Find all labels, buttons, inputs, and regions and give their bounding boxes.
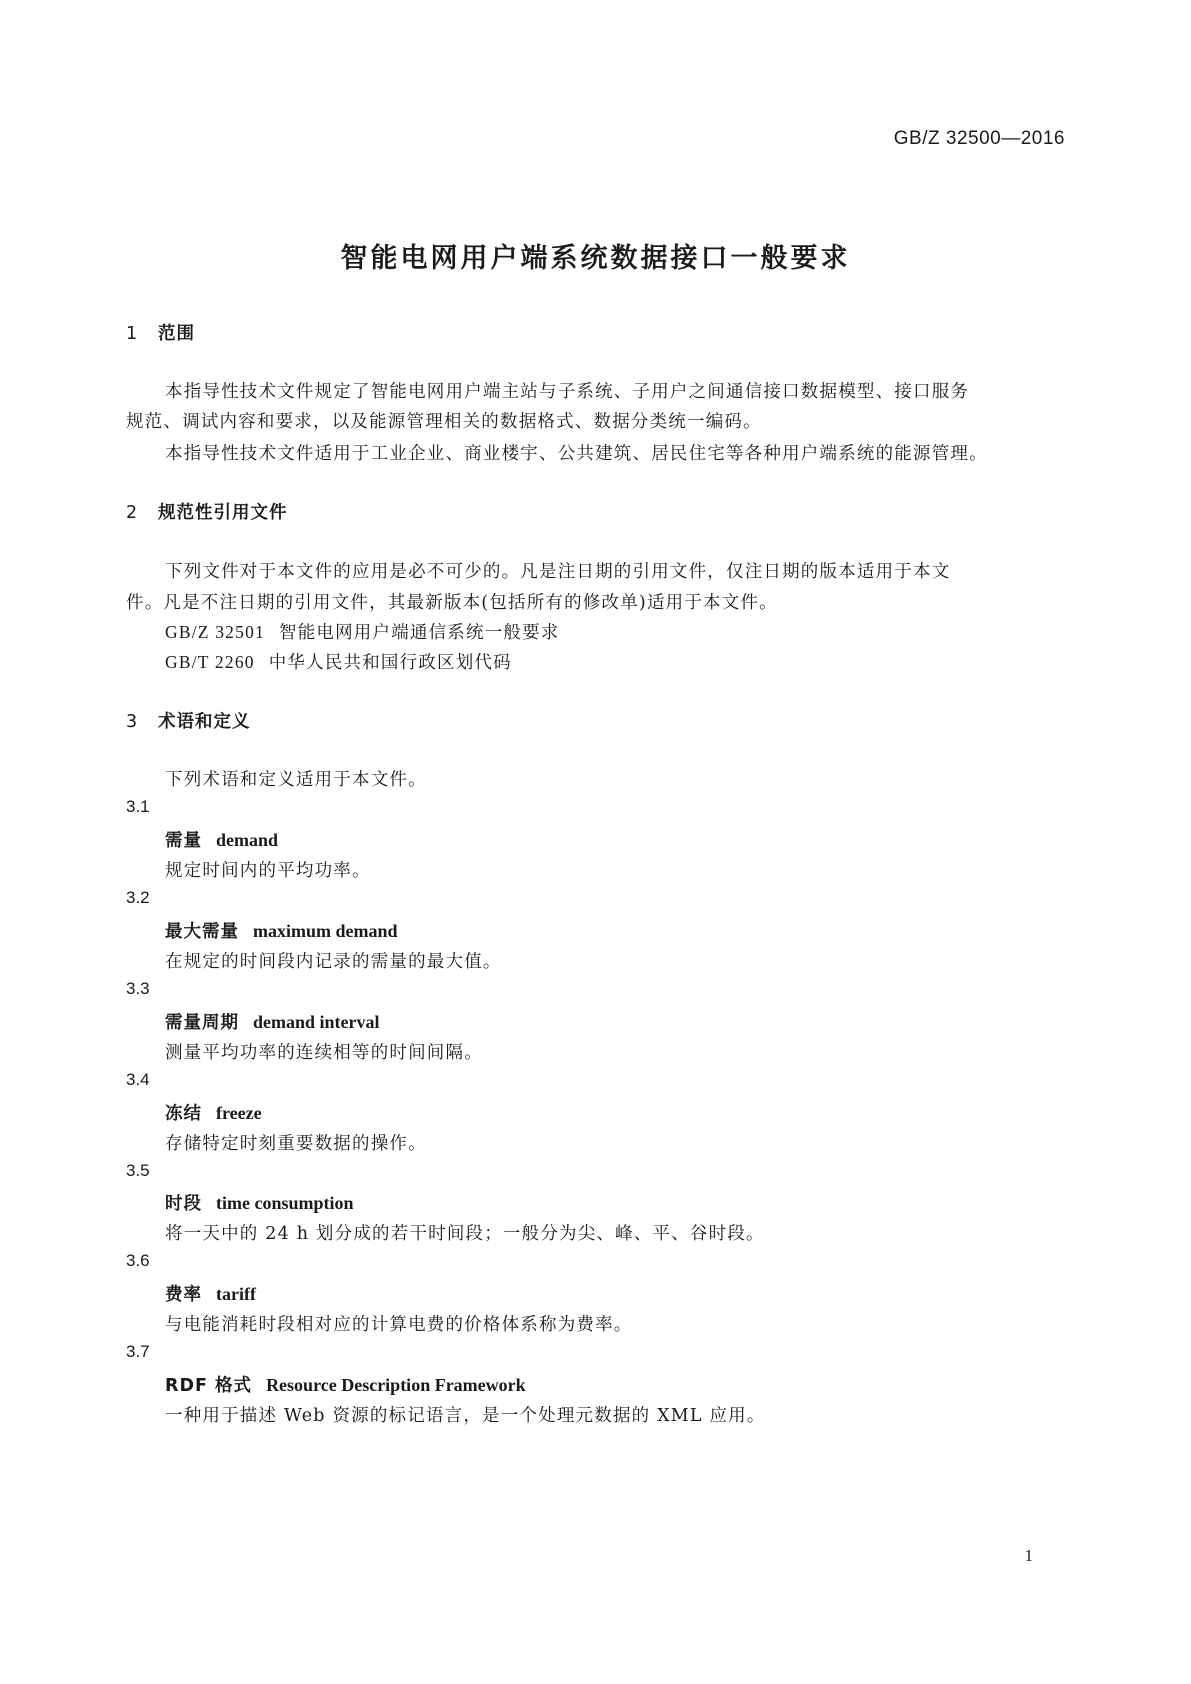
section-number: 3 [126, 712, 139, 732]
reference-item [165, 649, 512, 674]
paragraph-line: 本指导性技术文件适用于工业企业、商业楼宇、公共建筑、居民住宅等各种用户端系统的能源管理。 [165, 444, 988, 464]
term-en: demand interval [253, 1012, 380, 1032]
term-definition: 存储特定时刻重要数据的操作。 [165, 1134, 427, 1154]
term-zh: 费率 [165, 1285, 202, 1305]
term-heading [165, 1190, 354, 1215]
term-number: 3.4 [126, 1070, 150, 1089]
term-definition: 一种用于描述 Web 资源的标记语言，是一个处理元数据的 XML 应用。 [165, 1406, 766, 1426]
term-zh: 最大需量 [165, 922, 239, 942]
section-2-heading [126, 499, 288, 524]
reference-item [165, 619, 560, 644]
term-heading [165, 1281, 256, 1306]
section-number: 1 [126, 324, 139, 344]
reference-code: GB/T 2260 [165, 652, 255, 672]
term-number: 3.7 [126, 1342, 150, 1361]
section-title: 术语和定义 [158, 712, 251, 732]
section-number: 2 [126, 503, 139, 523]
term-number: 3.2 [126, 888, 150, 907]
paragraph-line: 下列术语和定义适用于本文件。 [165, 770, 427, 790]
paragraph-line: 下列文件对于本文件的应用是必不可少的。凡是注日期的引用文件，仅注日期的版本适用于本文 [165, 562, 951, 582]
term-en: Resource Description Framework [266, 1375, 526, 1395]
term-number: 3.3 [126, 979, 150, 998]
term-definition: 在规定的时间段内记录的需量的最大值。 [165, 952, 502, 972]
term-en: freeze [216, 1103, 262, 1123]
section-title: 范围 [158, 324, 195, 344]
paragraph-line: 规范、调试内容和要求，以及能源管理相关的数据格式、数据分类统一编码。 [126, 412, 762, 432]
term-en: tariff [216, 1284, 256, 1304]
term-zh: 需量 [165, 831, 202, 851]
term-definition: 规定时间内的平均功率。 [165, 861, 371, 881]
term-number: 3.5 [126, 1161, 150, 1180]
term-zh: 冻结 [165, 1104, 202, 1124]
term-heading [165, 1009, 380, 1034]
reference-code: GB/Z 32501 [165, 622, 265, 642]
term-heading [165, 918, 398, 943]
term-en: maximum demand [253, 921, 398, 941]
section-title: 规范性引用文件 [158, 503, 288, 523]
term-zh: 时段 [165, 1194, 202, 1214]
section-1-heading [126, 320, 195, 345]
term-en: time consumption [216, 1193, 354, 1213]
term-definition: 测量平均功率的连续相等的时间间隔。 [165, 1043, 483, 1063]
document-title: 智能电网用户端系统数据接口一般要求 [340, 243, 851, 274]
term-definition: 将一天中的 24 h 划分成的若干时间段；一般分为尖、峰、平、谷时段。 [165, 1224, 765, 1244]
standard-code: GB/Z 32500—2016 [893, 128, 1065, 149]
reference-title: 智能电网用户端通信系统一般要求 [279, 623, 560, 643]
term-heading [165, 1100, 262, 1125]
term-heading [165, 1372, 526, 1397]
section-3-heading [126, 708, 251, 733]
term-number: 3.6 [126, 1251, 150, 1270]
term-heading [165, 827, 278, 852]
term-definition: 与电能消耗时段相对应的计算电费的价格体系称为费率。 [165, 1315, 633, 1335]
paragraph-line: 件。凡是不注日期的引用文件，其最新版本(包括所有的修改单)适用于本文件。 [126, 593, 778, 613]
reference-title: 中华人民共和国行政区划代码 [268, 653, 512, 673]
term-en: demand [216, 830, 279, 850]
paragraph-line: 本指导性技术文件规定了智能电网用户端主站与子系统、子用户之间通信接口数据模型、接口服务 [165, 382, 970, 402]
page-number: 1 [1024, 1546, 1033, 1565]
term-zh: RDF 格式 [165, 1376, 253, 1396]
term-number: 3.1 [126, 797, 150, 816]
term-zh: 需量周期 [165, 1013, 239, 1033]
